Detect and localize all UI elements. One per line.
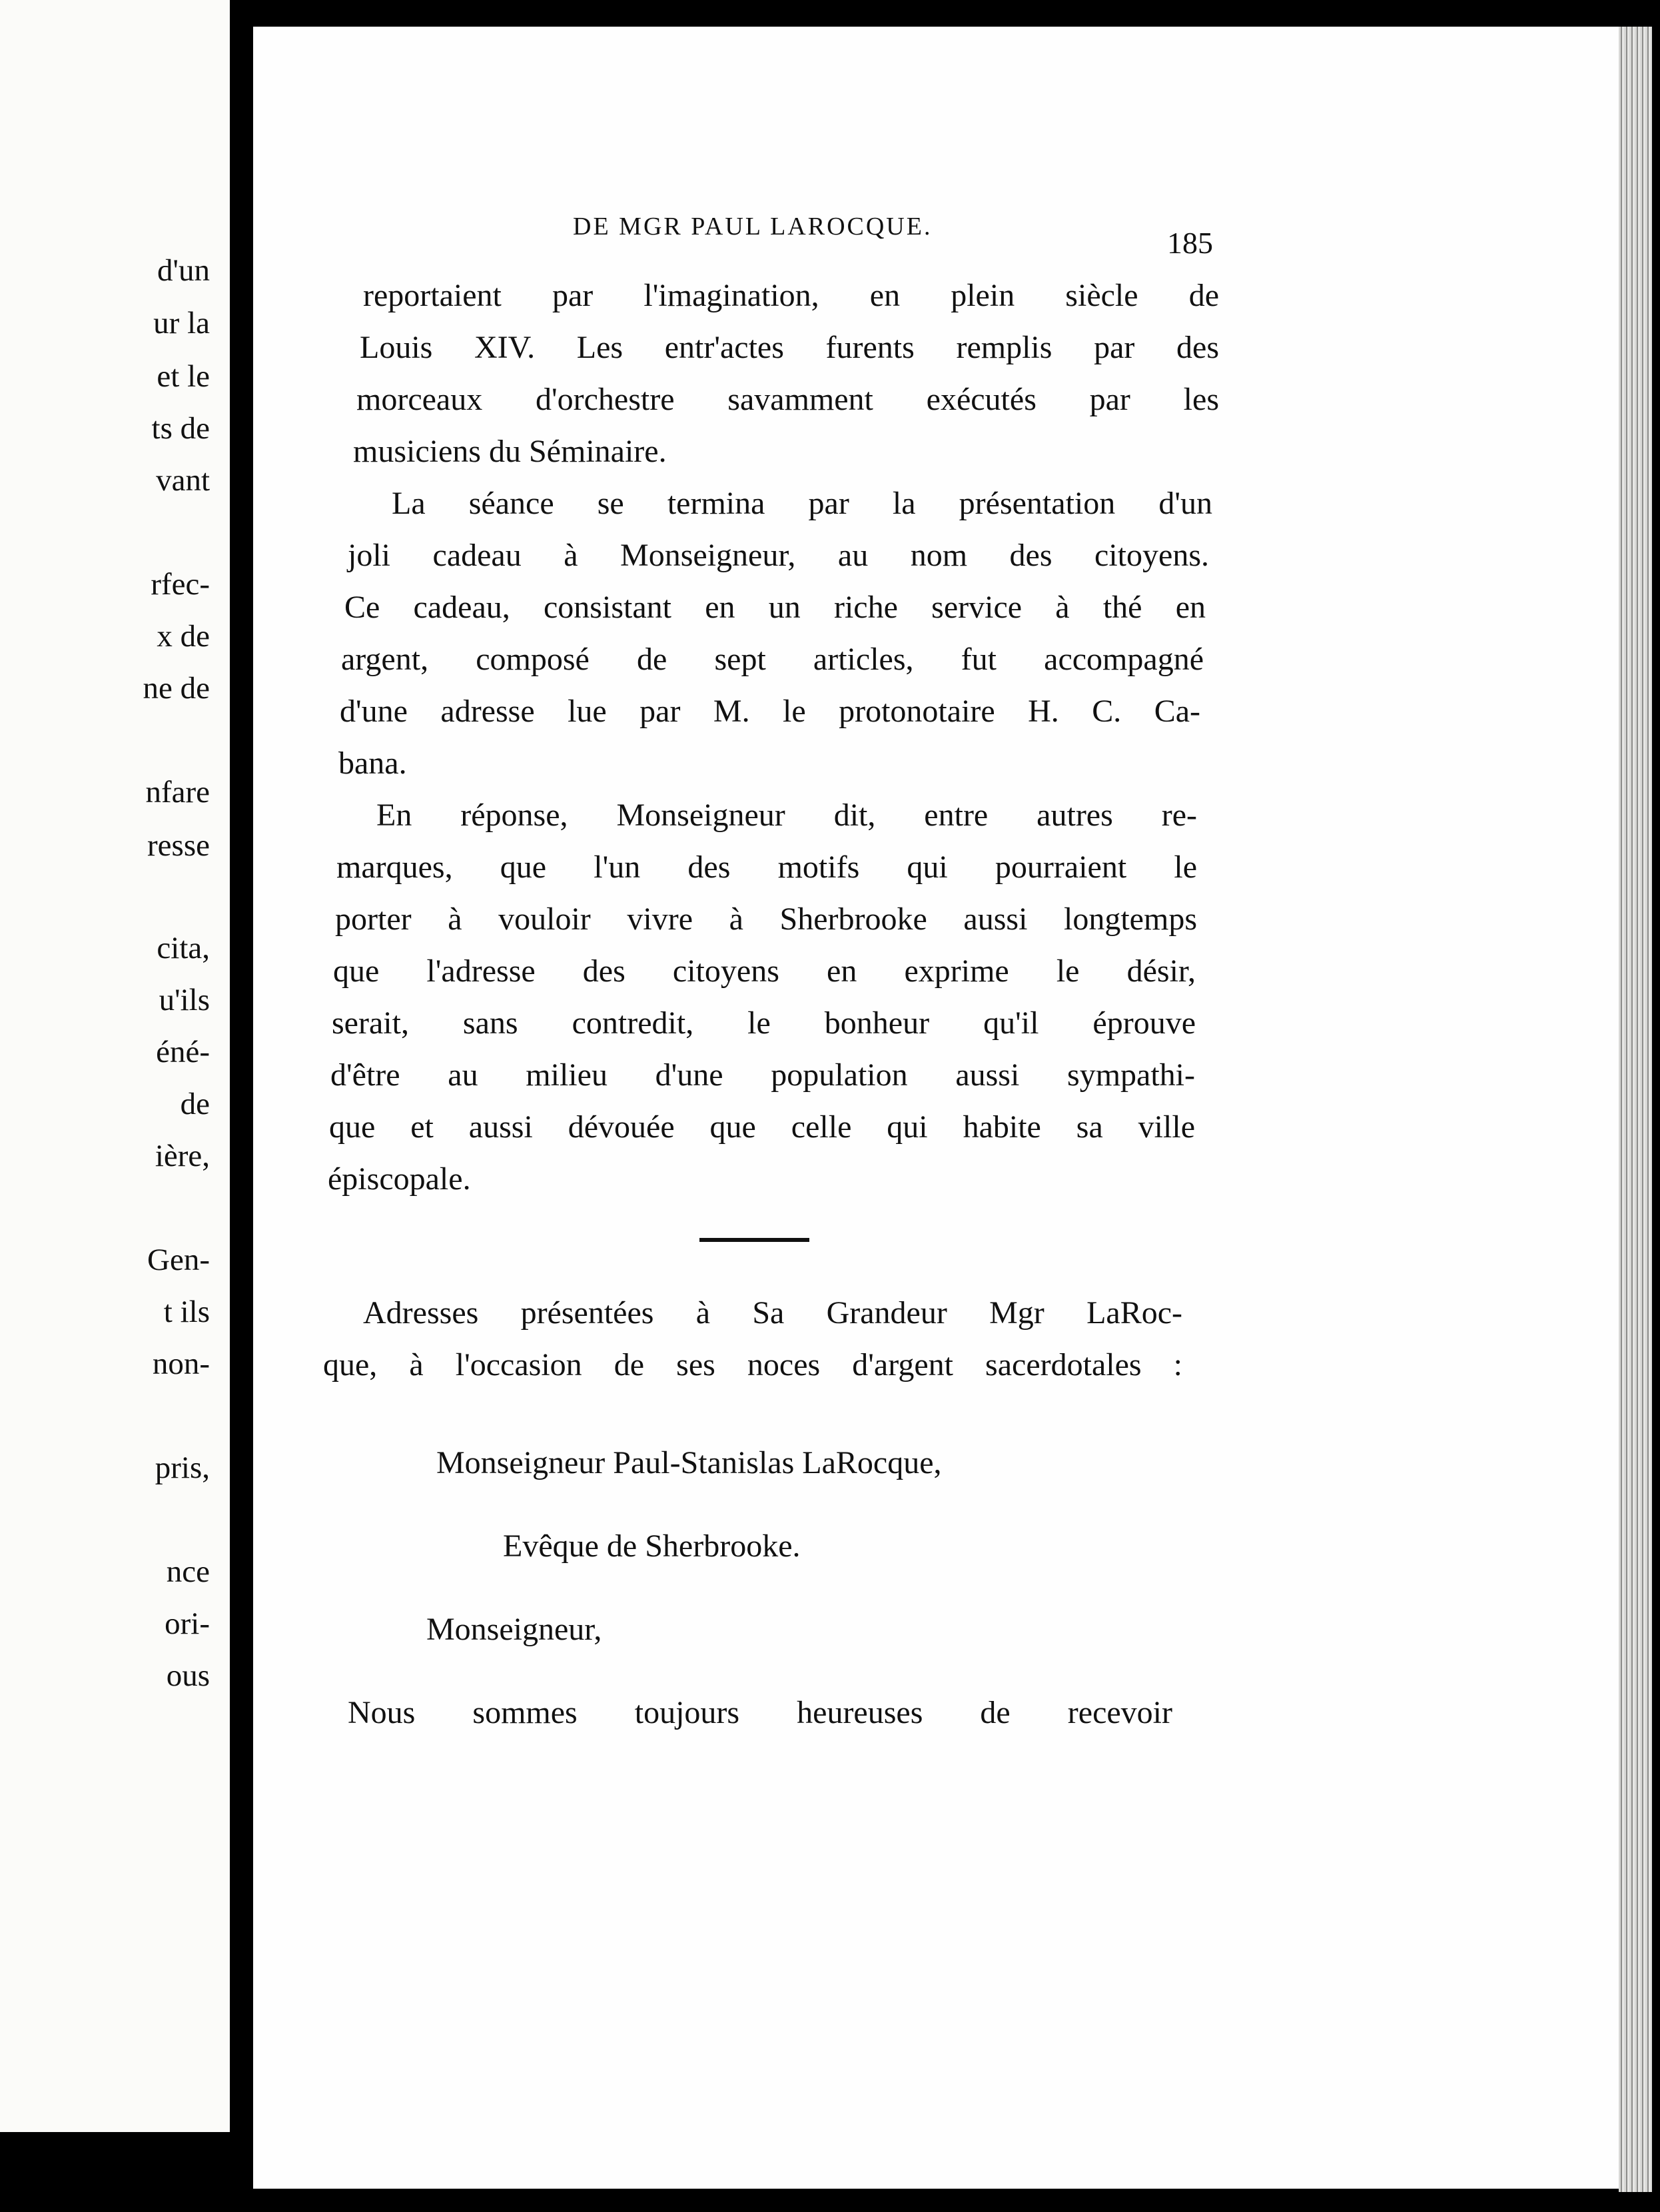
text-line: que et aussi dévouée que celle qui habite sa ville (329, 1109, 1195, 1145)
text-line: que l'adresse des citoyens en exprime le désir, (333, 953, 1196, 989)
salutation: Monseigneur, (426, 1612, 602, 1647)
page-block-edge (1619, 27, 1652, 2192)
left-page-fragment: d'un (157, 253, 210, 288)
addressee-name: Monseigneur Paul-Stanislas LaRocque, (436, 1445, 942, 1480)
left-page-fragment: x de (157, 619, 210, 654)
text-line: serait, sans contredit, le bonheur qu'il éprouve (332, 1005, 1196, 1041)
text-line: épiscopale. (328, 1161, 471, 1197)
text-line: En réponse, Monseigneur dit, entre autres re- (376, 798, 1197, 833)
left-page-fragment: t ils (163, 1295, 210, 1329)
left-page-fragment: u'ils (159, 983, 210, 1017)
left-page-fragment: rfec- (151, 567, 210, 602)
section-separator-rule (699, 1238, 809, 1242)
text-line: marques, que l'un des motifs qui pourraient le (336, 849, 1197, 885)
text-line: musiciens du Séminaire. (353, 434, 667, 469)
left-page-fragment: nce (166, 1554, 210, 1589)
left-page-fragment: ne de (143, 671, 210, 706)
text-line: argent, composé de sept articles, fut accompagné (341, 642, 1204, 677)
left-page-fragment: de (180, 1087, 210, 1121)
addressee-title: Evêque de Sherbrooke. (503, 1528, 801, 1564)
left-page-fragment: ur la (153, 306, 210, 340)
text-line: joli cadeau à Monseigneur, au nom des citoyens. (348, 538, 1209, 573)
text-line: d'être au milieu d'une population aussi sympathi- (330, 1057, 1195, 1093)
text-line: Ce cadeau, consistant en un riche service à thé en (344, 590, 1206, 625)
left-page-fragment: éné- (156, 1035, 210, 1069)
left-page-fragment: nfare (145, 775, 210, 810)
left-page-fragment: cita, (157, 931, 210, 965)
text-line: d'une adresse lue par M. le protonotaire H. C. Ca- (340, 694, 1200, 729)
left-page-fragment: resse (147, 828, 210, 863)
left-page-fragment: pris, (155, 1450, 210, 1485)
running-header: DE MGR PAUL LAROCQUE. (573, 213, 933, 241)
facing-page-left (0, 0, 230, 2132)
left-page-fragment: ous (166, 1658, 210, 1693)
text-line: reportaient par l'imagination, en plein siècle de (363, 278, 1219, 313)
page-number: 185 (1167, 226, 1213, 260)
left-page-fragment: vant (156, 463, 210, 498)
text-line: Louis XIV. Les entr'actes furents remplis par des (360, 330, 1219, 365)
text-line: Nous sommes toujours heureuses de recevoir (348, 1695, 1172, 1730)
left-page-fragment: Gen- (147, 1243, 210, 1277)
left-page-fragment: ts de (151, 411, 210, 446)
left-page-fragment: ori- (165, 1606, 210, 1641)
text-line: que, à l'occasion de ses noces d'argent sacerdotales : (323, 1347, 1182, 1382)
text-line: Adresses présentées à Sa Grandeur Mgr LaRoc- (363, 1295, 1182, 1331)
text-line: porter à vouloir vivre à Sherbrooke aussi longtemps (335, 901, 1197, 937)
left-page-fragment: ière, (155, 1139, 210, 1173)
text-line: morceaux d'orchestre savamment exécutés par les (356, 382, 1219, 417)
text-line: bana. (338, 746, 407, 781)
left-page-fragment: non- (152, 1347, 210, 1381)
left-page-fragment: et le (157, 359, 210, 394)
text-line: La séance se termina par la présentation d'un (392, 486, 1212, 521)
